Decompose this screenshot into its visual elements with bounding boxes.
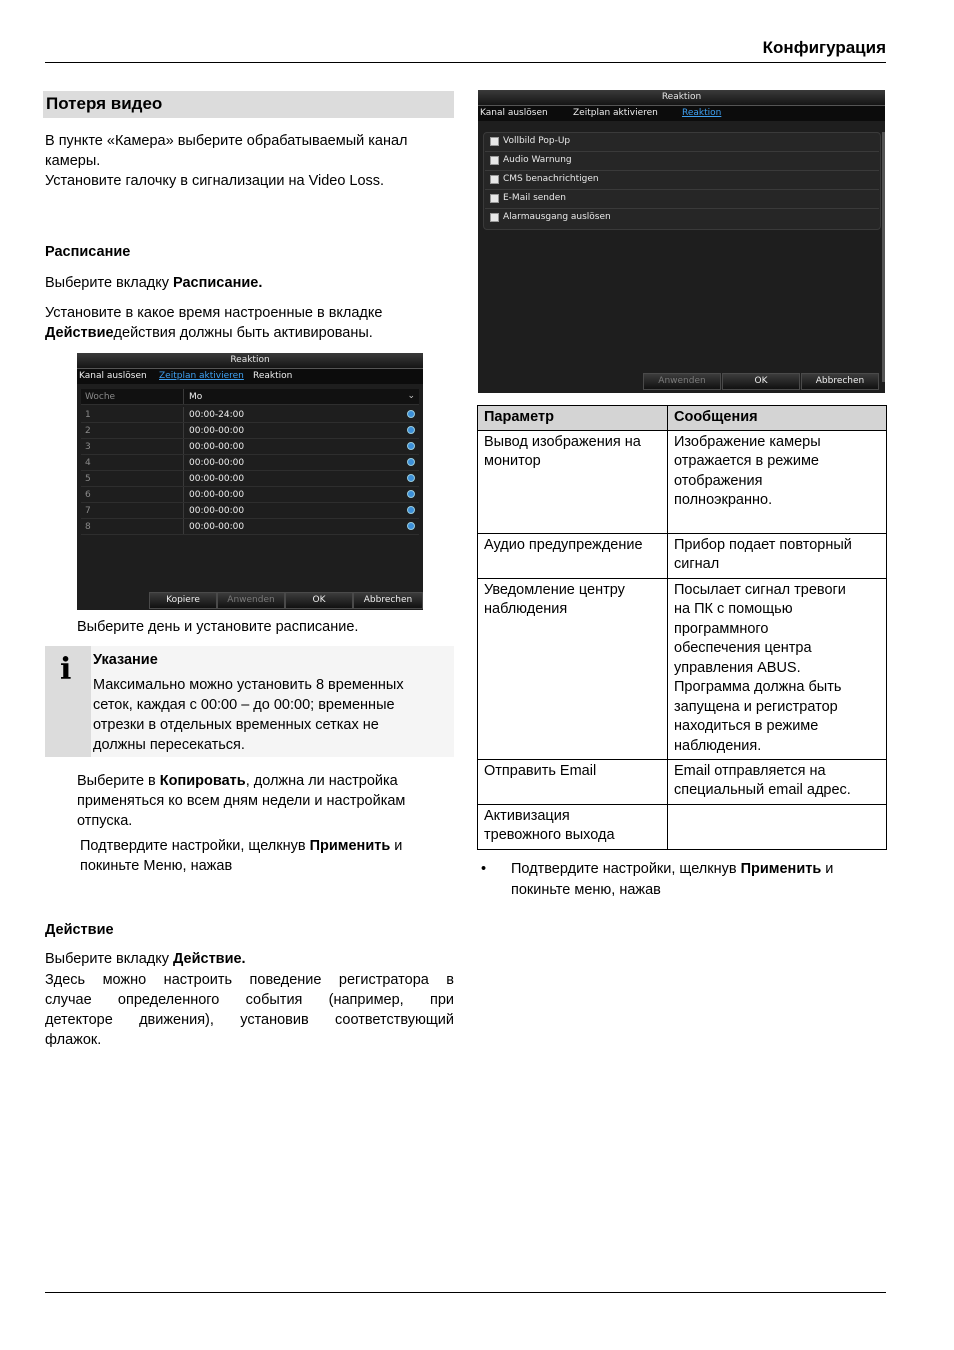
week-value: Mo xyxy=(189,392,203,402)
parameter-table xyxy=(477,405,887,850)
settings-icon[interactable] xyxy=(407,506,415,514)
week-selector-row[interactable] xyxy=(81,389,419,405)
checkbox[interactable] xyxy=(490,156,499,165)
schedule-row[interactable] xyxy=(81,423,419,439)
ok-button[interactable]: OK xyxy=(722,373,800,390)
schedule-row[interactable] xyxy=(81,407,419,423)
row-number: 2 xyxy=(85,426,91,436)
section-title: Потеря видео xyxy=(46,94,163,113)
divider xyxy=(183,439,184,454)
schedule-row[interactable] xyxy=(81,471,419,487)
divider xyxy=(183,503,184,518)
message-cell xyxy=(668,533,887,578)
param-line: Аудио предупреждение xyxy=(484,536,643,553)
footer-rule xyxy=(45,1292,886,1293)
message-line: сигнал xyxy=(674,556,720,572)
text: Подтвердите настройки, щелкнув xyxy=(80,838,310,854)
message-line: управления ABUS. xyxy=(674,659,801,676)
message-line: на ПК с помощью xyxy=(674,601,793,617)
reaction-label: Alarmausgang auslösen xyxy=(503,212,611,222)
text: Здесь можно настроить поведение регистратора в xyxy=(45,972,454,988)
message-line: Программа должна быть xyxy=(674,679,842,695)
bold-text: Действие xyxy=(45,325,114,341)
message-cell xyxy=(668,804,887,849)
message-line: запущена и регистратор xyxy=(674,698,838,715)
header-rule xyxy=(45,62,886,63)
schedule-row[interactable] xyxy=(81,519,419,535)
text: Выберите в xyxy=(77,773,160,789)
message-line: находиться в режиме xyxy=(674,718,819,734)
text: применяться ко всем дням недели и настройкам xyxy=(77,793,406,809)
row-time: 00:00-00:00 xyxy=(189,458,245,468)
tab-reaktion[interactable]: Reaktion xyxy=(682,108,722,118)
param-line: наблюдения xyxy=(484,601,568,617)
message-cell xyxy=(668,759,887,804)
row-number: 1 xyxy=(85,410,91,420)
dvr-window-title: Reaktion xyxy=(77,353,423,369)
param-cell xyxy=(478,759,668,804)
text: Выберите вкладку xyxy=(45,951,174,967)
tab-kanal-ausloesen[interactable]: Kanal auslösen xyxy=(480,108,548,118)
info-icon: i xyxy=(60,652,72,687)
param-line: Активизация xyxy=(484,807,570,824)
row-time: 00:00-24:00 xyxy=(189,410,245,420)
param-line: Отправить Email xyxy=(484,762,597,779)
divider xyxy=(183,455,184,470)
param-cell xyxy=(478,804,668,849)
bold-text: Копировать xyxy=(159,773,246,789)
message-line: специальный email адрес. xyxy=(674,782,851,798)
note-line: сеток, каждая с 00:00 – до 00:00; временные xyxy=(93,697,395,713)
settings-icon[interactable] xyxy=(407,490,415,498)
reaction-item[interactable] xyxy=(485,171,879,190)
schedule-tab-paragraph xyxy=(45,273,262,293)
table-row xyxy=(478,759,887,804)
row-number: 7 xyxy=(85,506,91,516)
settings-icon[interactable] xyxy=(407,474,415,482)
page-header-title: Конфигурация xyxy=(762,38,886,57)
reaction-item[interactable] xyxy=(485,209,879,227)
section-title-bar xyxy=(43,91,454,118)
week-label: Woche xyxy=(85,392,116,402)
schedule-row[interactable] xyxy=(81,439,419,455)
copy-paragraph xyxy=(77,771,405,831)
text: флажок. xyxy=(45,1032,102,1048)
cancel-button[interactable]: Abbrechen xyxy=(353,592,423,609)
text: отпуска. xyxy=(77,813,133,829)
schedule-heading: Расписание xyxy=(45,244,131,260)
param-line: тревожного выхода xyxy=(484,827,615,843)
bold-text: Применить xyxy=(740,861,822,877)
text: случае определенного события (например, при xyxy=(45,992,454,1008)
reaction-item[interactable] xyxy=(485,152,879,171)
chevron-down-icon: ⌄ xyxy=(407,391,415,401)
row-time: 00:00-00:00 xyxy=(189,506,245,516)
note-line: Максимально можно установить 8 временных xyxy=(93,677,404,693)
table-header: Сообщения xyxy=(668,406,887,431)
intro-paragraph xyxy=(45,131,408,191)
row-time: 00:00-00:00 xyxy=(189,490,245,500)
intro-line: Установите галочку в сигнализации на Video Loss. xyxy=(45,173,385,189)
divider xyxy=(183,389,184,404)
note-line: отрезки в отдельных временных сетках не xyxy=(93,717,379,733)
schedule-row[interactable] xyxy=(81,455,419,471)
text: Подтвердите настройки, щелкнув xyxy=(511,861,741,877)
table-header: Параметр xyxy=(478,406,668,431)
reaction-item[interactable] xyxy=(485,190,879,209)
text: и xyxy=(390,838,403,854)
table-row xyxy=(478,533,887,578)
divider xyxy=(183,471,184,486)
row-number: 4 xyxy=(85,458,91,468)
table-row xyxy=(478,578,887,759)
confirm-left-paragraph xyxy=(80,836,402,876)
reaction-label: CMS benachrichtigen xyxy=(503,174,599,184)
message-line: Посылает сигнал тревоги xyxy=(674,581,846,598)
action-heading: Действие xyxy=(45,922,114,938)
message-line: Email отправляется на xyxy=(674,762,826,779)
cancel-button[interactable]: Abbrechen xyxy=(801,373,879,390)
checkbox[interactable] xyxy=(490,175,499,184)
param-line: монитор xyxy=(484,453,541,469)
checkbox[interactable] xyxy=(490,194,499,203)
text: и xyxy=(821,861,834,877)
checkbox[interactable] xyxy=(490,137,499,146)
message-line: отображения xyxy=(674,472,763,489)
row-number: 8 xyxy=(85,522,91,532)
divider xyxy=(183,423,184,438)
row-number: 6 xyxy=(85,490,91,500)
reaction-label: E-Mail senden xyxy=(503,193,566,203)
settings-icon[interactable] xyxy=(407,426,415,434)
bold-text: Действие. xyxy=(173,951,246,967)
bold-text: Применить xyxy=(309,838,391,854)
text: детекторе движения), установив соответствующий xyxy=(45,1012,454,1028)
dvr-tab-bar xyxy=(77,369,423,384)
row-time: 00:00-00:00 xyxy=(189,474,245,484)
reaction-label: Vollbild Pop-Up xyxy=(503,136,571,146)
divider xyxy=(183,519,184,534)
param-cell xyxy=(478,578,668,759)
copy-button[interactable]: Kopiere xyxy=(149,592,217,609)
tab-zeitplan-aktivieren[interactable]: Zeitplan aktivieren xyxy=(159,371,244,381)
settings-icon[interactable] xyxy=(407,522,415,530)
row-time: 00:00-00:00 xyxy=(189,522,245,532)
schedule-row[interactable] xyxy=(81,487,419,503)
message-line: обеспечения центра xyxy=(674,640,812,656)
reaction-label: Audio Warnung xyxy=(503,155,572,165)
row-number: 5 xyxy=(85,474,91,484)
text: покиньте меню, нажав xyxy=(511,882,661,898)
intro-line: В пункте «Камера» выберите обрабатываемый канал xyxy=(45,133,408,149)
schedule-time-paragraph xyxy=(45,303,382,343)
text: Установите в какое время настроенные в вкладке xyxy=(45,305,383,321)
divider xyxy=(183,407,184,422)
table-row xyxy=(478,430,887,533)
reaction-item[interactable] xyxy=(485,133,879,152)
message-cell xyxy=(668,578,887,759)
note-title: Указание xyxy=(93,652,158,668)
text: покиньте Меню, нажав xyxy=(80,858,233,874)
settings-icon[interactable] xyxy=(407,442,415,450)
confirm-right-paragraph xyxy=(511,859,833,900)
scrollbar[interactable] xyxy=(882,132,885,382)
tab-zeitplan-aktivieren[interactable]: Zeitplan aktivieren xyxy=(573,108,658,118)
settings-icon[interactable] xyxy=(407,410,415,418)
tab-kanal-ausloesen[interactable]: Kanal auslösen xyxy=(79,371,147,381)
schedule-caption: Выберите день и установите расписание. xyxy=(77,619,359,635)
row-time: 00:00-00:00 xyxy=(189,442,245,452)
dvr-reaction-screen xyxy=(478,90,885,393)
schedule-row[interactable] xyxy=(81,503,419,519)
table-header-row xyxy=(478,406,887,431)
action-tab-paragraph xyxy=(45,949,246,969)
dvr-window-title: Reaktion xyxy=(478,90,885,106)
table-body xyxy=(478,430,887,849)
reaction-list xyxy=(483,132,881,230)
param-cell xyxy=(478,430,668,533)
message-line: Изображение камеры xyxy=(674,433,821,450)
bold-text: Расписание. xyxy=(173,275,263,291)
divider xyxy=(183,487,184,502)
checkbox[interactable] xyxy=(490,213,499,222)
param-line: Уведомление центру xyxy=(484,581,625,598)
message-line: наблюдения. xyxy=(674,737,762,754)
action-description xyxy=(45,970,454,1050)
message-line: отражается в режиме xyxy=(674,453,819,469)
text: действия должны быть активированы. xyxy=(113,325,373,341)
table-row xyxy=(478,804,887,849)
text: Выберите вкладку xyxy=(45,275,174,291)
row-number: 3 xyxy=(85,442,91,452)
apply-button[interactable]: Anwenden xyxy=(643,373,721,390)
param-cell xyxy=(478,533,668,578)
text: , должна ли настройка xyxy=(245,773,398,789)
ok-button[interactable]: OK xyxy=(285,592,353,609)
note-content xyxy=(93,650,404,755)
note-line: должны пересекаться. xyxy=(93,737,245,753)
intro-line: камеры. xyxy=(45,153,101,169)
row-time: 00:00-00:00 xyxy=(189,426,245,436)
apply-button[interactable]: Anwenden xyxy=(217,592,285,609)
bullet-icon: • xyxy=(481,861,487,877)
message-cell xyxy=(668,430,887,533)
dvr-tab-bar xyxy=(478,106,885,121)
settings-icon[interactable] xyxy=(407,458,415,466)
message-line: программного xyxy=(674,620,769,637)
param-line: Вывод изображения на xyxy=(484,433,641,450)
message-line: полноэкранно. xyxy=(674,492,773,508)
message-line: Прибор подает повторный xyxy=(674,536,852,553)
dvr-schedule-screen xyxy=(77,353,423,610)
tab-reaktion[interactable]: Reaktion xyxy=(253,371,293,381)
